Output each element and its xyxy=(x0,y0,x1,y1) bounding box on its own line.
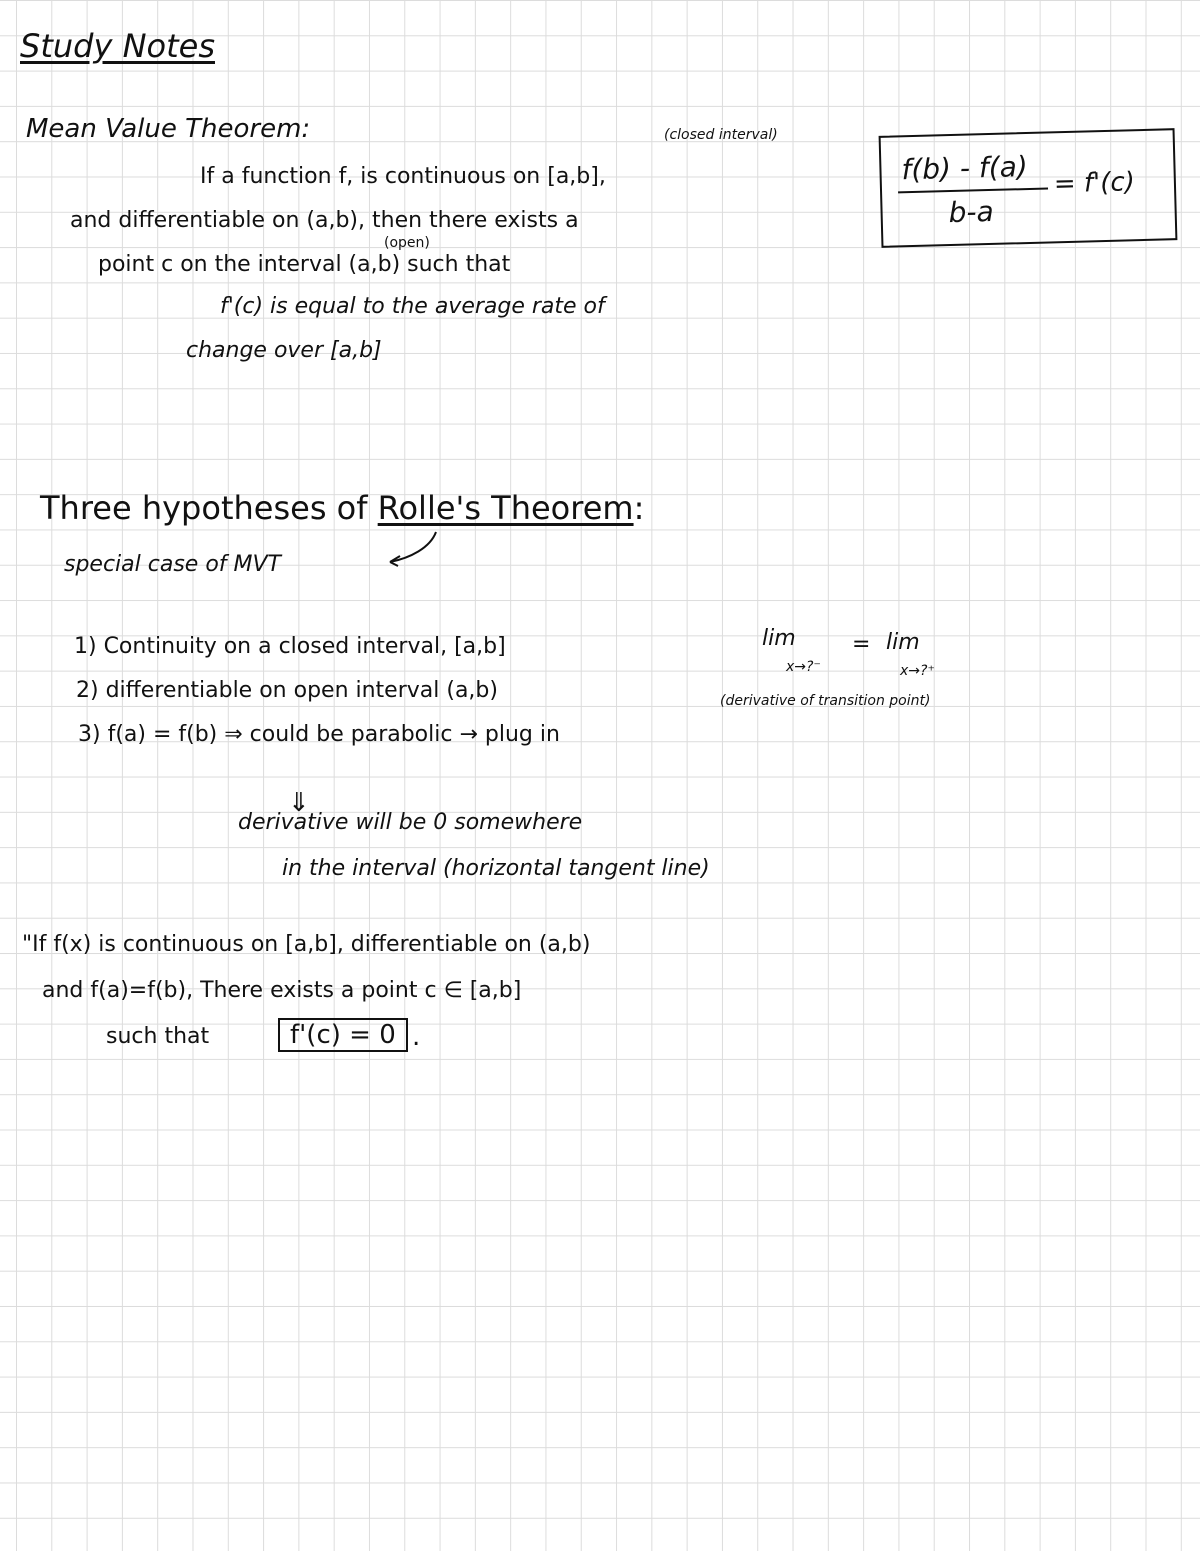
page-title: Study Notes xyxy=(20,27,215,65)
rolle-conclusion-box: f'(c) = 0 xyxy=(278,1018,408,1052)
lim-left-sub: x→?⁻ xyxy=(786,659,821,675)
lim-equals: = xyxy=(852,632,871,657)
formula-denominator: b-a xyxy=(948,194,995,230)
rolle-heading-suffix: : xyxy=(633,489,645,527)
rolle-heading-prefix: Three hypotheses of xyxy=(40,489,368,527)
hypothesis-2-note: (derivative of transition point) xyxy=(720,693,931,709)
lim-right-sub: x→?⁺ xyxy=(900,663,935,679)
conclusion-line-1: derivative will be 0 somewhere xyxy=(238,810,583,835)
curved-arrow-icon xyxy=(370,528,440,568)
conclusion-line-2: in the interval (horizontal tangent line) xyxy=(282,856,710,881)
down-arrow-icon: ⇓ xyxy=(288,788,310,818)
mvt-line-4: f'(c) is equal to the average rate of xyxy=(220,294,605,319)
mvt-line-5: change over [a,b] xyxy=(186,338,382,363)
formula-equals: = f'(c) xyxy=(1053,167,1136,200)
hypothesis-2: 2) differentiable on open interval (a,b) xyxy=(76,678,498,703)
lim-left: lim xyxy=(762,626,796,651)
mvt-line-2: and differentiable on (a,b), then there exists a xyxy=(70,208,579,233)
rolle-statement-1: "If f(x) is continuous on [a,b], differentiable on (a,b) xyxy=(22,932,591,957)
lim-right: lim xyxy=(886,630,920,655)
mvt-line-3: point c on the interval (a,b) such that xyxy=(98,252,511,277)
fraction-bar xyxy=(898,187,1048,193)
hypothesis-1: 1) Continuity on a closed interval, [a,b] xyxy=(74,634,506,659)
rolle-heading xyxy=(40,489,645,527)
mvt-heading: Mean Value Theorem: xyxy=(26,114,311,144)
mvt-line-1: If a function f, is continuous on [a,b], xyxy=(200,164,606,189)
open-interval-note: (open) xyxy=(384,235,430,251)
rolle-statement-3: such that xyxy=(106,1024,210,1049)
mvt-formula-box xyxy=(879,128,1178,248)
closed-interval-note: (closed interval) xyxy=(664,127,778,143)
rolle-period: . xyxy=(412,1022,421,1052)
formula-numerator: f(b) - f(a) xyxy=(901,150,1029,187)
rolle-subtitle: special case of MVT xyxy=(64,552,281,577)
rolle-statement-2: and f(a)=f(b), There exists a point c ∈ [a,b] xyxy=(42,978,522,1003)
hypothesis-3: 3) f(a) = f(b) ⇒ could be parabolic → plug in xyxy=(78,722,560,747)
rolle-heading-name: Rolle's Theorem xyxy=(377,489,634,527)
